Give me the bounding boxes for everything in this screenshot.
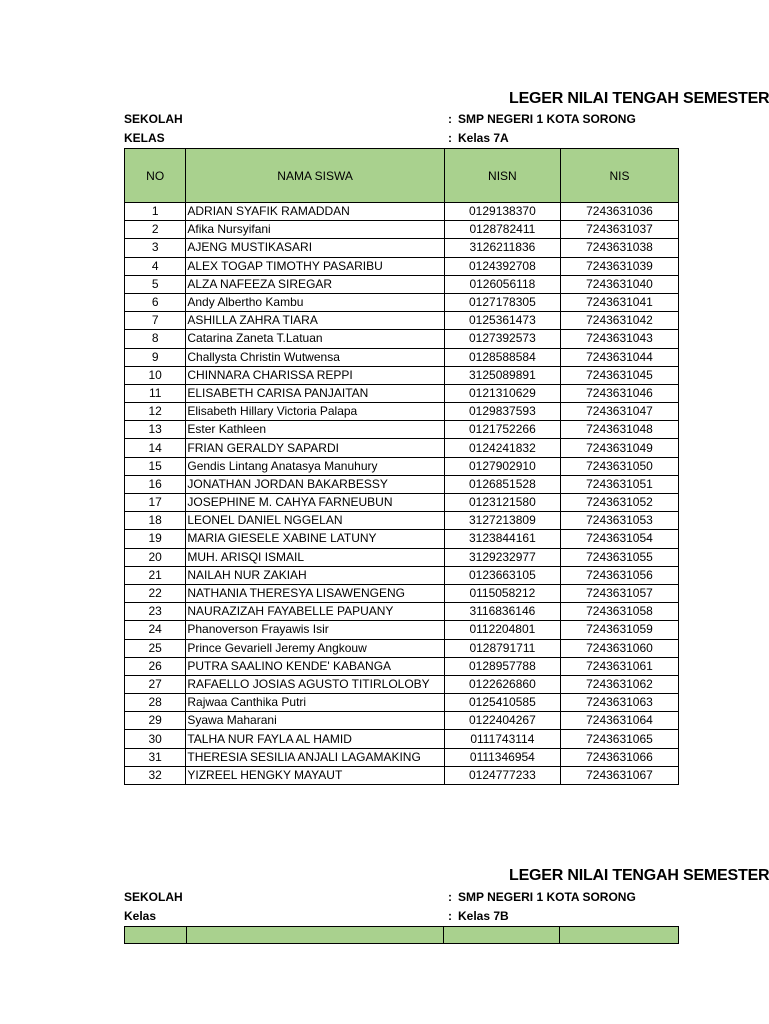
table2-header-cell — [187, 927, 443, 944]
table-row — [125, 403, 679, 421]
cell-nis: 7243631051 — [560, 475, 678, 493]
table-row — [125, 657, 679, 675]
cell-nama: MARIA GIESELE XABINE LATUNY — [186, 530, 444, 548]
cell-nama: RAFAELLO JOSIAS AGUSTO TITIRLOLOBY — [186, 675, 444, 693]
cell-no: 4 — [125, 257, 186, 275]
cell-nisn: 0127902910 — [444, 457, 560, 475]
cell-nisn: 0125361473 — [444, 312, 560, 330]
section1-sekolah-label: SEKOLAH — [124, 112, 183, 126]
cell-nis: 7243631064 — [560, 712, 678, 730]
table-row — [125, 512, 679, 530]
table-row — [125, 530, 679, 548]
cell-nisn: 0123121580 — [444, 494, 560, 512]
cell-nisn: 0121310629 — [444, 384, 560, 402]
cell-no: 2 — [125, 221, 186, 239]
table-row — [125, 621, 679, 639]
table-row — [125, 457, 679, 475]
header-nis: NIS — [560, 149, 678, 203]
cell-nisn: 3125089891 — [444, 366, 560, 384]
cell-nama: Challysta Christin Wutwensa — [186, 348, 444, 366]
section1-title: LEGER NILAI TENGAH SEMESTER — [509, 90, 769, 107]
table-row — [125, 293, 679, 311]
table-row — [125, 330, 679, 348]
table-row — [125, 275, 679, 293]
cell-nama: THERESIA SESILIA ANJALI LAGAMAKING — [186, 748, 444, 766]
cell-nisn: 3129232977 — [444, 548, 560, 566]
section1-sekolah-colon: : — [448, 112, 452, 126]
cell-nisn: 0111743114 — [444, 730, 560, 748]
cell-nama: Ester Kathleen — [186, 421, 444, 439]
cell-nisn: 3123844161 — [444, 530, 560, 548]
cell-nama: YIZREEL HENGKY MAYAUT — [186, 766, 444, 784]
cell-nisn: 0126056118 — [444, 275, 560, 293]
table-row — [125, 584, 679, 602]
cell-nama: Afika Nursyifani — [186, 221, 444, 239]
cell-no: 15 — [125, 457, 186, 475]
table-row — [125, 221, 679, 239]
section2-kelas-label: Kelas — [124, 909, 157, 923]
section1-kelas-label: KELAS — [124, 131, 165, 145]
cell-no: 19 — [125, 530, 186, 548]
table-row — [125, 494, 679, 512]
cell-nama: Elisabeth Hillary Victoria Palapa — [186, 403, 444, 421]
cell-no: 11 — [125, 384, 186, 402]
cell-no: 28 — [125, 694, 186, 712]
table-row — [125, 257, 679, 275]
table2-header-cell — [443, 927, 560, 944]
cell-nis: 7243631058 — [560, 603, 678, 621]
cell-nisn: 0128791711 — [444, 639, 560, 657]
cell-nisn: 0128588584 — [444, 348, 560, 366]
cell-nis: 7243631045 — [560, 366, 678, 384]
section2-kelas-colon: : — [448, 909, 452, 923]
cell-nis: 7243631036 — [560, 203, 678, 221]
cell-nisn: 0124241832 — [444, 439, 560, 457]
cell-nisn: 0122626860 — [444, 675, 560, 693]
table2-header-cell — [125, 927, 187, 944]
cell-nis: 7243631054 — [560, 530, 678, 548]
cell-nis: 7243631057 — [560, 584, 678, 602]
cell-no: 12 — [125, 403, 186, 421]
cell-nisn: 3127213809 — [444, 512, 560, 530]
cell-nama: Gendis Lintang Anatasya Manuhury — [186, 457, 444, 475]
cell-no: 17 — [125, 494, 186, 512]
cell-no: 27 — [125, 675, 186, 693]
table-row — [125, 766, 679, 784]
cell-nisn: 0122404267 — [444, 712, 560, 730]
cell-no: 9 — [125, 348, 186, 366]
cell-no: 1 — [125, 203, 186, 221]
cell-nama: TALHA NUR FAYLA AL HAMID — [186, 730, 444, 748]
cell-no: 25 — [125, 639, 186, 657]
cell-nis: 7243631049 — [560, 439, 678, 457]
cell-nis: 7243631067 — [560, 766, 678, 784]
student-table — [124, 148, 679, 785]
cell-nama: CHINNARA CHARISSA REPPI — [186, 366, 444, 384]
table-row — [125, 548, 679, 566]
cell-nama: NAURAZIZAH FAYABELLE PAPUANY — [186, 603, 444, 621]
cell-nisn: 0111346954 — [444, 748, 560, 766]
cell-nama: Prince Gevariell Jeremy Angkouw — [186, 639, 444, 657]
cell-no: 32 — [125, 766, 186, 784]
cell-no: 26 — [125, 657, 186, 675]
cell-nisn: 0128782411 — [444, 221, 560, 239]
cell-nis: 7243631039 — [560, 257, 678, 275]
section2-sekolah-label: SEKOLAH — [124, 890, 183, 904]
table-row — [125, 439, 679, 457]
cell-no: 29 — [125, 712, 186, 730]
cell-nis: 7243631044 — [560, 348, 678, 366]
table-row — [125, 203, 679, 221]
cell-nama: MUH. ARISQI ISMAIL — [186, 548, 444, 566]
cell-no: 30 — [125, 730, 186, 748]
table2-header-row — [125, 927, 679, 944]
cell-nis: 7243631038 — [560, 239, 678, 257]
cell-no: 6 — [125, 293, 186, 311]
cell-nama: NATHANIA THERESYA LISAWENGENG — [186, 584, 444, 602]
cell-nama: JONATHAN JORDAN BAKARBESSY — [186, 475, 444, 493]
cell-no: 20 — [125, 548, 186, 566]
cell-nisn: 0124392708 — [444, 257, 560, 275]
cell-nama: ALZA NAFEEZA SIREGAR — [186, 275, 444, 293]
section1-kelas-value: Kelas 7A — [458, 131, 509, 145]
cell-nisn: 0123663105 — [444, 566, 560, 584]
section2-kelas-value: Kelas 7B — [458, 909, 509, 923]
cell-nisn: 0129837593 — [444, 403, 560, 421]
cell-nama: LEONEL DANIEL NGGELAN — [186, 512, 444, 530]
cell-nis: 7243631053 — [560, 512, 678, 530]
cell-nisn: 0127392573 — [444, 330, 560, 348]
cell-nama: Rajwaa Canthika Putri — [186, 694, 444, 712]
cell-nisn: 3116836146 — [444, 603, 560, 621]
cell-nama: Andy Albertho Kambu — [186, 293, 444, 311]
cell-nisn: 0124777233 — [444, 766, 560, 784]
cell-nama: Syawa Maharani — [186, 712, 444, 730]
cell-no: 7 — [125, 312, 186, 330]
cell-nis: 7243631055 — [560, 548, 678, 566]
section1-sekolah-value: SMP NEGERI 1 KOTA SORONG — [458, 112, 636, 126]
header-nisn: NISN — [444, 149, 560, 203]
table-body — [125, 203, 679, 785]
cell-nama: Phanoverson Frayawis Isir — [186, 621, 444, 639]
cell-nisn: 0126851528 — [444, 475, 560, 493]
cell-no: 10 — [125, 366, 186, 384]
table-row — [125, 475, 679, 493]
cell-nisn: 0128957788 — [444, 657, 560, 675]
table-row — [125, 639, 679, 657]
cell-no: 21 — [125, 566, 186, 584]
cell-nis: 7243631060 — [560, 639, 678, 657]
cell-no: 18 — [125, 512, 186, 530]
cell-nama: ASHILLA ZAHRA TIARA — [186, 312, 444, 330]
cell-nis: 7243631047 — [560, 403, 678, 421]
header-nama-siswa: NAMA SISWA — [186, 149, 444, 203]
cell-nis: 7243631065 — [560, 730, 678, 748]
cell-nis: 7243631050 — [560, 457, 678, 475]
cell-nis: 7243631040 — [560, 275, 678, 293]
table-row — [125, 748, 679, 766]
cell-no: 5 — [125, 275, 186, 293]
cell-nis: 7243631063 — [560, 694, 678, 712]
cell-nis: 7243631043 — [560, 330, 678, 348]
table-row — [125, 366, 679, 384]
section2-title: LEGER NILAI TENGAH SEMESTER — [509, 867, 769, 884]
cell-nama: FRIAN GERALDY SAPARDI — [186, 439, 444, 457]
cell-nisn: 0115058212 — [444, 584, 560, 602]
table-row — [125, 348, 679, 366]
cell-no: 3 — [125, 239, 186, 257]
cell-nis: 7243631062 — [560, 675, 678, 693]
cell-nis: 7243631042 — [560, 312, 678, 330]
cell-nama: PUTRA SAALINO KENDE' KABANGA — [186, 657, 444, 675]
section1-kelas-colon: : — [448, 131, 452, 145]
cell-no: 22 — [125, 584, 186, 602]
cell-nisn: 0125410585 — [444, 694, 560, 712]
cell-nama: ADRIAN SYAFIK RAMADDAN — [186, 203, 444, 221]
cell-nis: 7243631041 — [560, 293, 678, 311]
cell-no: 13 — [125, 421, 186, 439]
cell-nis: 7243631059 — [560, 621, 678, 639]
table-header-row — [125, 149, 679, 203]
cell-no: 24 — [125, 621, 186, 639]
cell-nis: 7243631037 — [560, 221, 678, 239]
cell-no: 16 — [125, 475, 186, 493]
cell-nisn: 0129138370 — [444, 203, 560, 221]
cell-nisn: 3126211836 — [444, 239, 560, 257]
cell-nis: 7243631048 — [560, 421, 678, 439]
cell-nama: Catarina Zaneta T.Latuan — [186, 330, 444, 348]
cell-nis: 7243631046 — [560, 384, 678, 402]
table2-header-cell — [560, 927, 679, 944]
cell-nama: ELISABETH CARISA PANJAITAN — [186, 384, 444, 402]
table-row — [125, 312, 679, 330]
cell-nisn: 0127178305 — [444, 293, 560, 311]
table-row — [125, 730, 679, 748]
cell-nama: JOSEPHINE M. CAHYA FARNEUBUN — [186, 494, 444, 512]
cell-nis: 7243631052 — [560, 494, 678, 512]
cell-nama: AJENG MUSTIKASARI — [186, 239, 444, 257]
cell-no: 14 — [125, 439, 186, 457]
cell-nisn: 0112204801 — [444, 621, 560, 639]
table-row — [125, 712, 679, 730]
header-no: NO — [125, 149, 186, 203]
cell-nis: 7243631061 — [560, 657, 678, 675]
table-row — [125, 384, 679, 402]
table-row — [125, 603, 679, 621]
cell-nis: 7243631056 — [560, 566, 678, 584]
cell-nis: 7243631066 — [560, 748, 678, 766]
section2-sekolah-colon: : — [448, 890, 452, 904]
cell-nama: ALEX TOGAP TIMOTHY PASARIBU — [186, 257, 444, 275]
student-table-2 — [124, 926, 679, 944]
cell-nisn: 0121752266 — [444, 421, 560, 439]
table-row — [125, 421, 679, 439]
table-row — [125, 239, 679, 257]
cell-no: 23 — [125, 603, 186, 621]
table-row — [125, 694, 679, 712]
cell-nama: NAILAH NUR ZAKIAH — [186, 566, 444, 584]
table-row — [125, 566, 679, 584]
table-row — [125, 675, 679, 693]
cell-no: 31 — [125, 748, 186, 766]
section2-sekolah-value: SMP NEGERI 1 KOTA SORONG — [458, 890, 636, 904]
cell-no: 8 — [125, 330, 186, 348]
